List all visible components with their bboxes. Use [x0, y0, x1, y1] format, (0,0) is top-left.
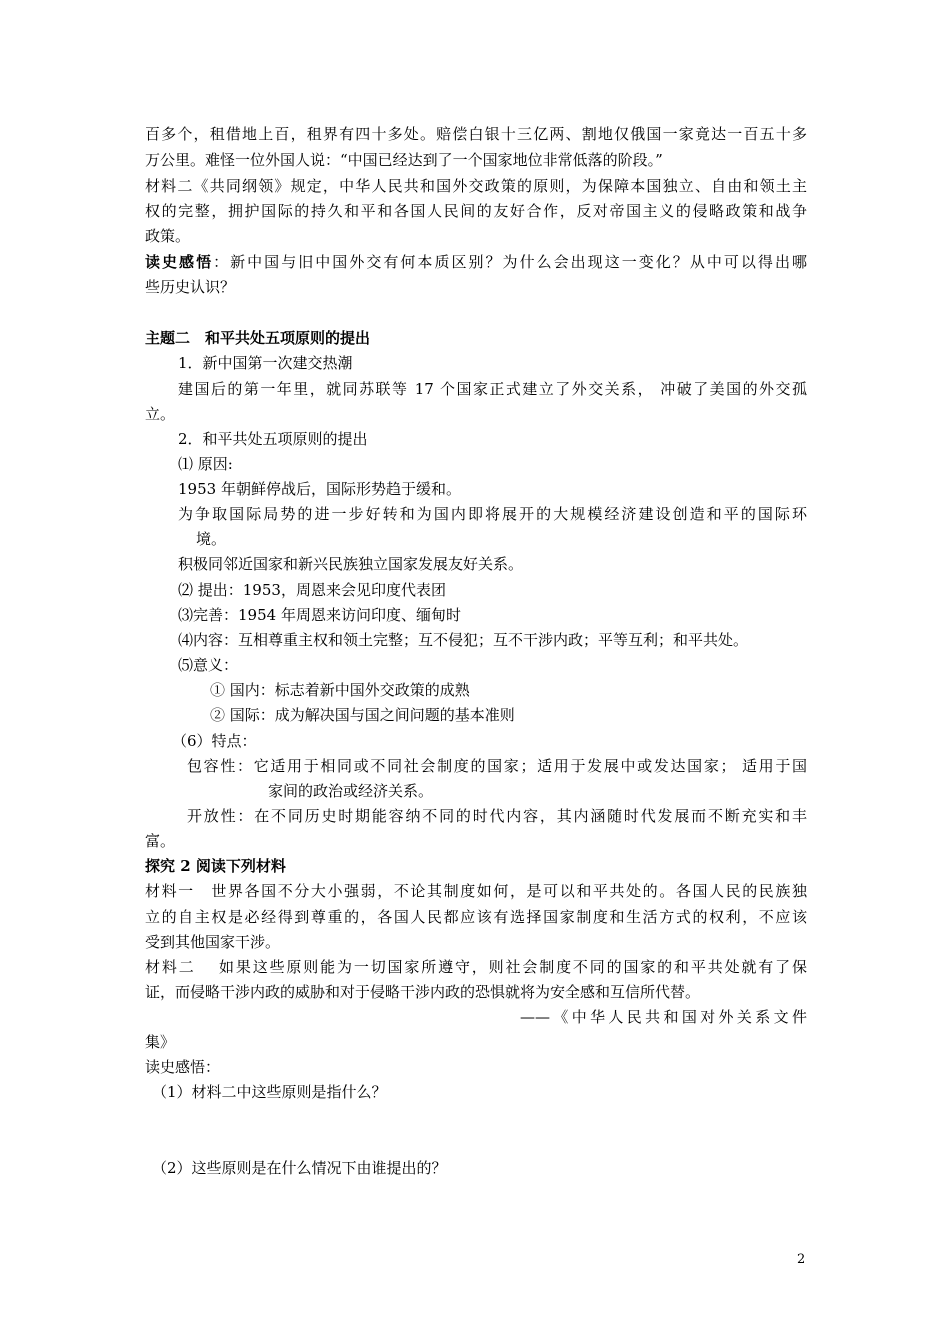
explore-material1-line-1: 材料一 世界各国不分大小强弱，不论其制度如何，是可以和平共处的。各国人民的民族独: [145, 882, 807, 900]
question-1: （1）材料二中这些原则是指什么？: [152, 1083, 387, 1101]
insight1-question: ：新中国与旧中国外交有何本质区别？为什么会出现这一变化？从中可以得出哪: [213, 253, 807, 271]
content-item: ⑷内容：互相尊重主权和领土完整；互不侵犯；互不干涉内政；平等互利；和平共处。: [178, 631, 749, 649]
explore-material2-line-2: 证，而侵略干涉内政的威胁和对于侵略干涉内政的恐惧就将为安全感和互信所代替。: [145, 983, 701, 1001]
reason-title: ⑴ 原因:: [178, 455, 233, 473]
reason-item-2-line-2: 境。: [196, 530, 227, 548]
propose-item: ⑵ 提出：1953，周恩来会见印度代表团: [178, 581, 446, 599]
section1-body-line-2: 立。: [145, 405, 176, 423]
material2-line-2: 权的完整，拥护国际的持久和平和各国人民间的友好合作，反对帝国主义的侵略政策和战争: [145, 202, 807, 220]
insight1-line-2: 些历史认识？: [145, 278, 236, 296]
section1-body-line-1: 建国后的第一年里，就同苏联等 17 个国家正式建立了外交关系， 冲破了美国的外交孤: [178, 380, 807, 398]
meaning-domestic: ① 国内：标志着新中国外交政策的成熟: [210, 681, 470, 699]
explore-material1-line-2: 立的自主权是必经得到尊重的，各国人民都应该有选择国家制度和生活方式的权利，不应该: [145, 908, 807, 926]
source-citation-line-2: 集》: [145, 1033, 176, 1051]
section2-title: 2．和平共处五项原则的提出: [178, 430, 368, 448]
inclusive-line-1: 包容性：它适用于相同或不同社会制度的国家；适用于发展中或发达国家； 适用于国: [187, 757, 807, 775]
theme2-heading: 主题二 和平共处五项原则的提出: [145, 329, 371, 347]
reason-item-1: 1953 年朝鲜停战后，国际形势趋于缓和。: [178, 480, 461, 498]
section1-title: 1．新中国第一次建交热潮: [178, 354, 353, 372]
insight1-label: 读史感悟: [145, 253, 214, 271]
page-number: 2: [797, 1252, 806, 1267]
insight2-label: 读史感悟：: [145, 1058, 221, 1076]
insight1-line-1: [145, 252, 807, 274]
feature-title: （6）特点：: [172, 732, 257, 750]
explore2-heading: 探究 2 阅读下列材料: [145, 857, 286, 875]
question-2: （2）这些原则是在什么情况下由谁提出的？: [152, 1159, 447, 1177]
material2-line-3: 政策。: [145, 227, 191, 245]
material1-line-1: 百多个，租借地上百，租界有四十多处。赔偿白银十三亿两、割地仅俄国一家竟达一百五十多: [145, 125, 807, 143]
material1-line-2: 万公里。难怪一位外国人说：“中国已经达到了一个国家地位非常低落的阶段。”: [145, 151, 663, 169]
meaning-title: ⑸意义：: [178, 656, 239, 674]
open-line-2: 富。: [145, 832, 176, 850]
reason-item-2-line-1: 为争取国际局势的进一步好转和为国内即将展开的大规模经济建设创造和平的国际环: [178, 505, 807, 523]
reason-item-3: 积极同邻近国家和新兴民族独立国家发展友好关系。: [178, 555, 524, 573]
open-line-1: 开放性：在不同历史时期能容纳不同的时代内容，其内涵随时代发展而不断充实和丰: [187, 807, 807, 825]
inclusive-line-2: 家间的政治或经济关系。: [268, 782, 434, 800]
explore-material2-line-1: 材料二 如果这些原则能为一切国家所遵守，则社会制度不同的国家的和平共处就有了保: [145, 958, 807, 976]
explore-material1-line-3: 受到其他国家干涉。: [145, 933, 281, 951]
improve-item: ⑶完善：1954 年周恩来访问印度、缅甸时: [178, 606, 461, 624]
meaning-international: ② 国际：成为解决国与国之间问题的基本准则: [210, 706, 515, 724]
source-citation-line-1: ——《中华人民共和国对外关系文件: [520, 1008, 807, 1026]
material2-line-1: 材料二《共同纲领》规定，中华人民共和国外交政策的原则，为保障本国独立、自由和领土主: [145, 177, 807, 195]
